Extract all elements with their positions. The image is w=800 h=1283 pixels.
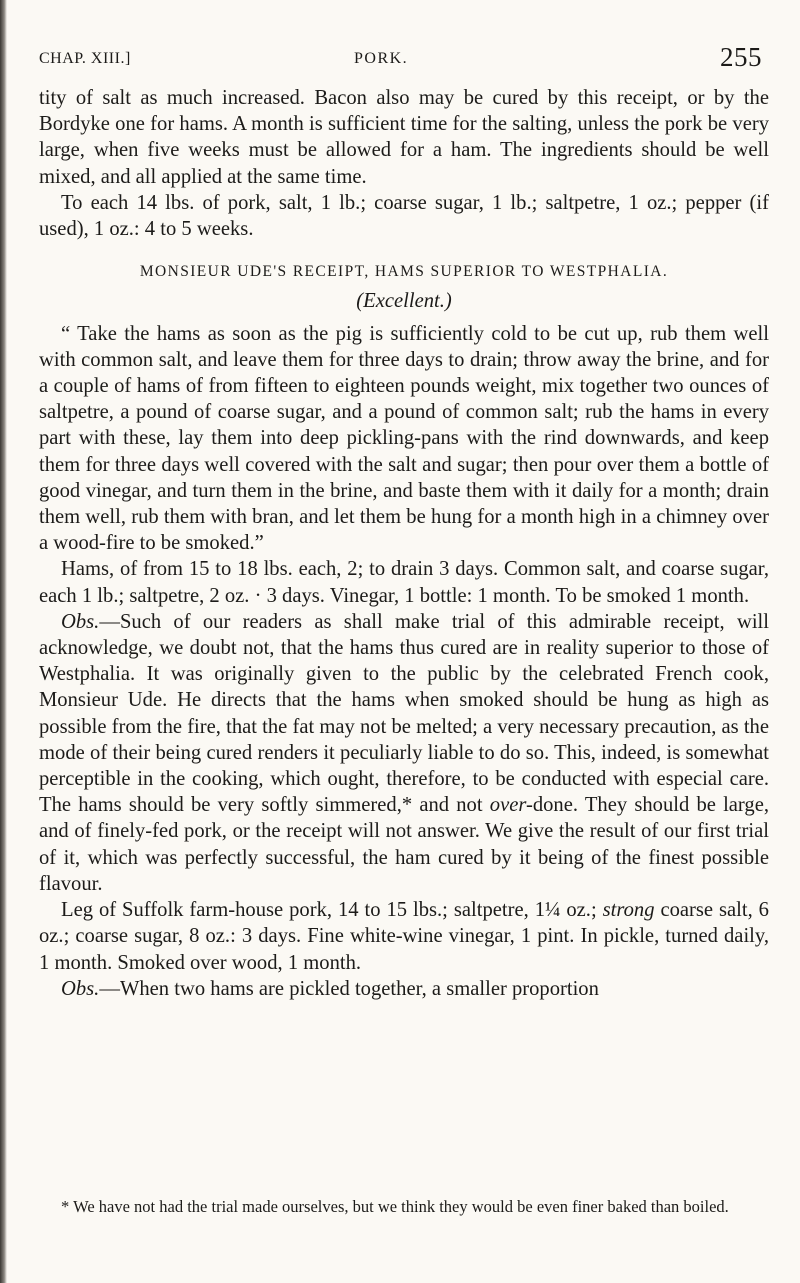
section-heading: MONSIEUR UDE'S RECEIPT, HAMS SUPERIOR TO WESTPHALIA.: [139, 263, 669, 281]
summary-start: Leg of Suffolk farm-house pork, 14 to 15 lbs.; saltpetre, 1¼ oz.;: [61, 899, 603, 922]
summary-italic: strong: [602, 899, 655, 922]
body-text: [39, 85, 769, 1002]
chapter-label: CHAP. XIII.]: [39, 50, 131, 67]
obs-label: Obs.: [61, 610, 100, 633]
recipe-quote: “ Take the hams as soon as the pig is sufficiently cold to be cut up, rub them well with common salt, and leave them for three days to drain; throw away the brine, and for a couple of hams of from fifteen to eighteen pounds weight, mix together two ounces of saltpetre, a pound of coarse sugar, and a pound of common salt; rub the hams in every part with these, lay them into deep pickling-pans with the rind downwards, and keep them for three days well covered with the salt and sugar; then pour over them a bottle of good vinegar, and turn them in the brine, and baste them with it daily for a month; drain them well, rub them with bran, and let them be hung for a month high in a chimney over a wood-fire to be smoked.”: [39, 322, 769, 555]
obs2-text: —When two hams are pickled together, a smaller proportion: [99, 977, 599, 1000]
obs-italic: over-: [489, 794, 533, 817]
running-title: PORK.: [354, 50, 409, 67]
footnote: [39, 1196, 769, 1217]
recipe-summary-3: [39, 897, 769, 976]
page-number: 255: [720, 42, 762, 72]
obs-text-end: done. They should be large, and of finely-fed pork, or the receipt will not answer. We give the result of our first trial of it, which was perfectly successful, the ham cured by it being of the finest possible flavour.: [39, 794, 770, 895]
recipe-summary-2: Hams, of from 15 to 18 lbs. each, 2; to drain 3 days. Common salt, and coarse sugar, each 1 lb.; saltpetre, 2 oz. · 3 days. Vinegar, 1 bottle: 1 month. To be smoked 1 month.: [39, 558, 769, 607]
footnote-text: * We have not had the trial made ourselves, but we think they would be even finer baked than boiled.: [61, 1197, 729, 1216]
summary-end: coarse salt, 6 oz.; coarse sugar, 8 oz.: 3 days. Fine white-wine vinegar, 1 pint. In pickle, turned daily, 1 month. Smoked over wood, 1 month.: [39, 899, 769, 974]
obs2-label: Obs.: [61, 977, 100, 1000]
recipe-summary: To each 14 lbs. of pork, salt, 1 lb.; coarse sugar, 1 lb.; saltpetre, 1 oz.; pepper (if used), 1 oz.: 4 to 5 weeks.: [39, 191, 769, 241]
paragraph-continuation: tity of salt as much increased. Bacon also may be cured by this receipt, or by the Bordyke one for hams. A month is sufficient time for the salting, unless the pork be very large, when five weeks must be allowed for a ham. The ingredients should be well mixed, and all applied at the same time.: [39, 87, 769, 188]
observation-paragraph: [39, 609, 769, 897]
section-subtitle: (Excellent.): [356, 290, 452, 313]
page-edge-shadow: [0, 0, 7, 1283]
observation-paragraph-2: [39, 976, 769, 1002]
obs-text: —Such of our readers as shall make trial of this admirable receipt, will acknowledge, we doubt not, that the hams thus cured are in reality superior to those of Westphalia. It was originally given to the public by the celebrated French cook, Monsieur Ude. He directs that the hams when smoked should be hung as high as possible from the fire, that the fat may not be melted; a very necessary precaution, as the mode of their being cured renders it peculiarly liable to do so. This, indeed, is somewhat perceptible in the cooking, which ought, therefore, to be conducted with especial care. The hams should be very softly simmered,* and not: [39, 610, 769, 817]
